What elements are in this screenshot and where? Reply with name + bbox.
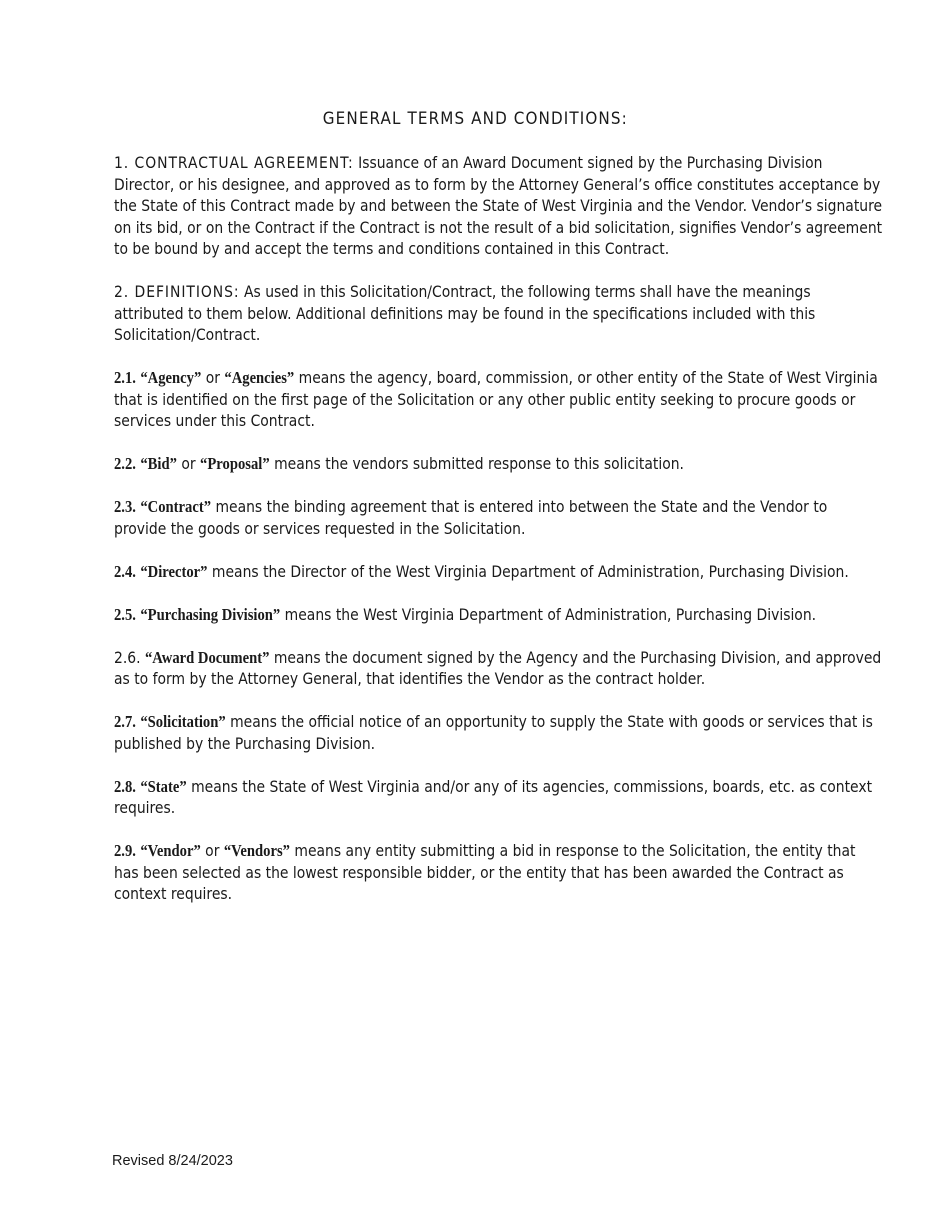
definition-term: “Contract” <box>140 497 212 516</box>
definition-text: means any entity submitting a bid in response to the Solicitation, the entity that has been selected as the lowest responsible bidder, or the entity that has been awarded the Contract as context requires. <box>114 841 856 903</box>
definition-number: 2.4. <box>114 561 136 581</box>
definition-number: 2.8. <box>114 776 136 796</box>
definition-vendor <box>114 840 884 905</box>
definition-text: means the West Virginia Department of Administration, Purchasing Division. <box>284 604 817 624</box>
definition-term: “State” <box>140 776 187 796</box>
definition-number: 2.1. <box>114 368 136 387</box>
definition-bid <box>114 453 884 475</box>
section-text: As used in this Solicitation/Contract, the following terms shall have the meanings attributed to them below. Additional definitions may be found in the specifications included with this Solicitation/Contract. <box>114 282 816 344</box>
definition-agency <box>114 367 884 432</box>
definition-joiner: or <box>181 454 196 473</box>
definition-solicitation <box>114 711 884 754</box>
section-contractual-agreement <box>114 152 884 260</box>
definition-term: “Bid” <box>140 454 177 473</box>
definition-term-alt: “Agencies” <box>224 368 295 387</box>
definition-state <box>114 776 884 819</box>
definition-term-alt: “Proposal” <box>200 454 270 473</box>
definition-award-document <box>114 647 884 690</box>
definition-contract <box>114 496 884 539</box>
definition-term: “Solicitation” <box>140 712 226 731</box>
definition-number: 2.2. <box>114 454 136 473</box>
definition-director <box>114 561 884 583</box>
section-text: Issuance of an Award Document signed by the Purchasing Division Director, or his designee, and approved as to form by the Attorney General’s office constitutes acceptance by the State of this Contract made by and between the State of West Virginia and the Vendor. Vendor’s signature on its bid, or on the Contract if the Contract is not the result of a bid solicitation, signifies Vendor’s agreement to be bound by and accept the terms and conditions contained in this Contract. <box>114 153 883 258</box>
definition-text: means the binding agreement that is entered into between the State and the Vendor to provide the goods or services requested in the Solicitation. <box>114 497 828 538</box>
definition-number: 2.3. <box>114 497 136 516</box>
definition-joiner: or <box>205 368 220 387</box>
definition-text: means the vendors submitted response to this solicitation. <box>274 454 684 473</box>
section-heading: 2. DEFINITIONS: <box>114 282 240 301</box>
definition-number: 2.6. <box>114 647 141 667</box>
definition-number: 2.9. <box>114 841 136 860</box>
section-heading: 1. CONTRACTUAL AGREEMENT: <box>114 153 354 172</box>
section-definitions <box>114 281 884 346</box>
definition-purchasing-division <box>114 604 884 626</box>
definition-term: “Purchasing Division” <box>140 604 281 624</box>
definition-joiner: or <box>205 841 220 860</box>
definition-text: means the official notice of an opportunity to supply the State with goods or services that is published by the Purchasing Division. <box>114 712 873 753</box>
definition-number: 2.5. <box>114 604 136 624</box>
revision-footer: Revised 8/24/2023 <box>112 1153 233 1169</box>
definition-term: “Agency” <box>140 368 202 387</box>
definition-term: “Director” <box>140 561 208 581</box>
definition-term: “Award Document” <box>145 647 270 667</box>
definition-term: “Vendor” <box>140 841 201 860</box>
document-body <box>114 152 884 926</box>
definition-text: means the State of West Virginia and/or any of its agencies, commissions, boards, etc. as context requires. <box>114 776 873 817</box>
definition-text: means the agency, board, commission, or other entity of the State of West Virginia that is identified on the first page of the Solicitation or any other public entity seeking to procure goods or services under this Contract. <box>114 368 878 430</box>
definition-text: means the Director of the West Virginia Department of Administration, Purchasing Division. <box>211 561 849 581</box>
definition-term-alt: “Vendors” <box>223 841 290 860</box>
definition-text: means the document signed by the Agency and the Purchasing Division, and approved as to form by the Attorney General, that identifies the Vendor as the contract holder. <box>114 647 882 688</box>
definition-number: 2.7. <box>114 712 136 731</box>
page-title: GENERAL TERMS AND CONDITIONS: <box>322 109 628 128</box>
